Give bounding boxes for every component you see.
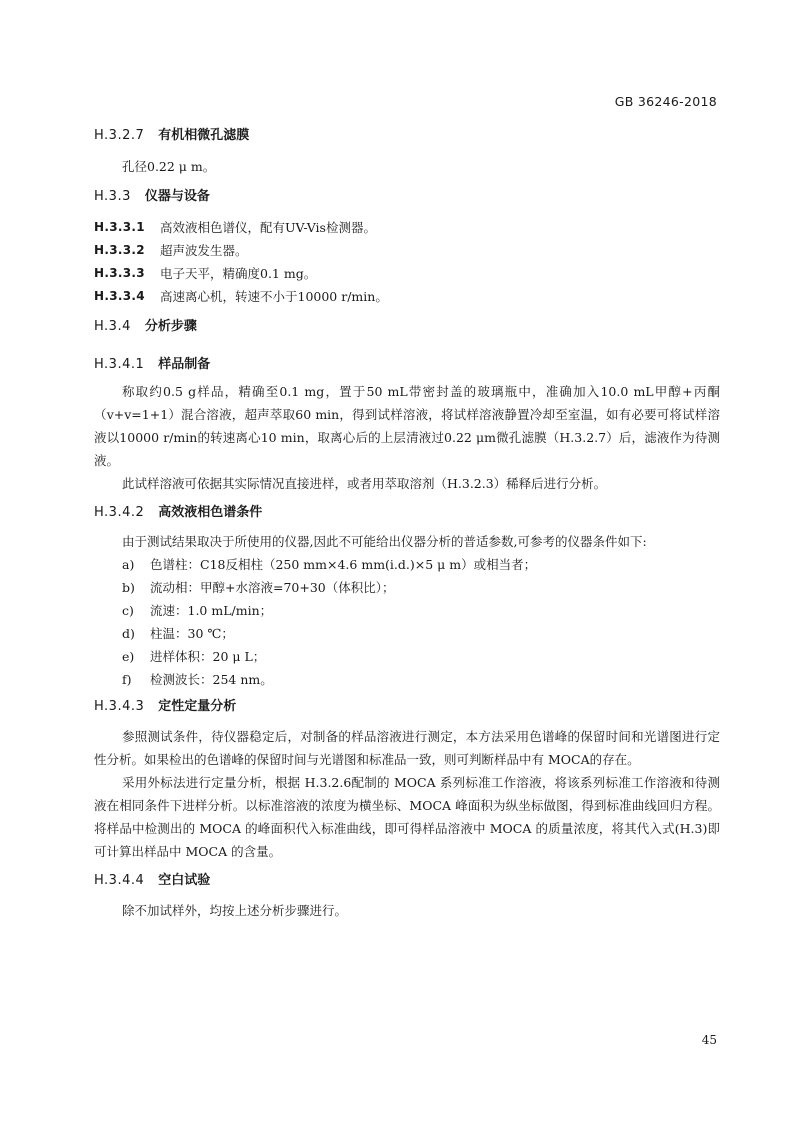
paragraph: 除不加试样外，均按上述分析步骤进行。 <box>122 903 348 918</box>
item-number: H.3.3.3 <box>94 266 145 280</box>
item-number: H.3.3.2 <box>94 243 145 257</box>
standard-number: GB 36246-2018 <box>614 94 717 109</box>
list-text: 流速：1.0 mL/min； <box>150 603 273 618</box>
section-title: 仪器与设备 <box>144 189 210 204</box>
section-title: 定性定量分析 <box>158 699 237 714</box>
section-heading-h3-4 <box>94 317 720 337</box>
section-number: H.3.2.7 <box>94 128 145 143</box>
list-marker: e) <box>122 649 135 664</box>
list-item <box>94 668 720 691</box>
list-text: 色谱柱：C18反相柱（250 mm×4.6 mm(i.d.)×5 μ m）或相当者； <box>150 557 537 572</box>
list-item <box>94 553 720 576</box>
item-text: 电子天平，精确度0.1 mg。 <box>160 266 317 281</box>
section-heading-h3-4-3 <box>94 697 720 717</box>
section-number: H.3.3 <box>94 189 131 204</box>
equipment-item <box>94 285 720 308</box>
section-title: 样品制备 <box>158 357 211 372</box>
list-item <box>94 599 720 622</box>
list-marker: a) <box>122 557 135 572</box>
section-heading-h3-4-2 <box>94 503 720 523</box>
section-number: H.3.4.3 <box>94 699 145 714</box>
list-text: 进样体积：20 μ L； <box>150 649 266 664</box>
paragraph: 参照测试条件，待仪器稳定后，对制备的样品溶液进行测定，本方法采用色谱峰的保留时间和光谱图进行定性分析。如果检出的色谱峰的保留时间与光谱图和标准品一致，则可判断样品中有 MOCA的存在。 <box>94 729 720 767</box>
section-title: 分析步骤 <box>144 319 197 334</box>
section-number: H.3.4.4 <box>94 873 145 888</box>
section-title: 空白试验 <box>158 873 211 888</box>
item-text: 高效液相色谱仪，配有UV-Vis检测器。 <box>160 220 376 235</box>
list-marker: d) <box>122 626 135 641</box>
item-text: 超声波发生器。 <box>160 243 248 258</box>
equipment-item <box>94 239 720 262</box>
item-number: H.3.3.1 <box>94 220 145 234</box>
paragraph: 孔径0.22 μ m。 <box>122 159 216 174</box>
section-number: H.3.4.1 <box>94 357 145 372</box>
list-marker: f) <box>122 672 132 687</box>
section-heading-h3-4-4 <box>94 871 720 891</box>
section-number: H.3.4 <box>94 319 131 334</box>
paragraph: 称取约0.5 g样品，精确至0.1 mg，置于50 mL带密封盖的玻璃瓶中，准确加入10.0 mL甲醇+丙酮（v+v=1+1）混合溶液，超声萃取60 min，得到试样溶液，将试样溶液静置冷却至室温，如有必要可将试样溶液以10000 r/min的转速离心10 min，取离心后的上层清液过0.22 μm微孔滤膜（H.3.2.7）后，滤液作为待测液。 <box>94 384 720 468</box>
list-item <box>94 576 720 599</box>
list-marker: b) <box>122 580 135 595</box>
list-item <box>94 622 720 645</box>
list-marker: c) <box>122 603 134 618</box>
list-text: 柱温：30 ℃； <box>150 626 234 641</box>
paragraph: 采用外标法进行定量分析，根据 H.3.2.6配制的 MOCA 系列标准工作溶液，将该系列标准工作溶液和待测液在相同条件下进样分析。以标准溶液的浓度为横坐标、MOCA 峰面积为纵坐标做图，得到标准曲线回归方程。将样品中检测出的 MOCA 的峰面积代入标准曲线，即可得样品溶液中 MOCA 的质量浓度，将其代入式(H.3)即可计算出样品中 MOCA 的含量。 <box>94 775 720 859</box>
list-text: 流动相：甲醇+水溶液=70+30（体积比）； <box>150 580 395 595</box>
list-text: 检测波长：254 nm。 <box>150 672 273 687</box>
section-heading-h3-4-1 <box>94 355 720 375</box>
section-title: 高效液相色谱条件 <box>158 505 263 520</box>
equipment-list <box>94 216 720 308</box>
paragraph: 此试样溶液可依据其实际情况直接进样，或者用萃取溶剂（H.3.2.3）稀释后进行分析。 <box>122 476 607 491</box>
item-number: H.3.3.4 <box>94 289 145 303</box>
equipment-item <box>94 262 720 285</box>
section-heading-h3-2-7 <box>94 126 720 146</box>
page-number: 45 <box>701 1033 717 1047</box>
section-heading-h3-3 <box>94 187 720 207</box>
section-title: 有机相微孔滤膜 <box>158 128 250 143</box>
list-item <box>94 645 720 668</box>
item-text: 高速离心机，转速不小于10000 r/min。 <box>160 289 388 304</box>
equipment-item <box>94 216 720 239</box>
paragraph: 由于测试结果取决于所使用的仪器,因此不可能给出仪器分析的普适参数,可参考的仪器条件如下: <box>122 534 647 549</box>
conditions-list <box>94 553 720 691</box>
section-number: H.3.4.2 <box>94 505 145 520</box>
document-body <box>94 126 720 922</box>
